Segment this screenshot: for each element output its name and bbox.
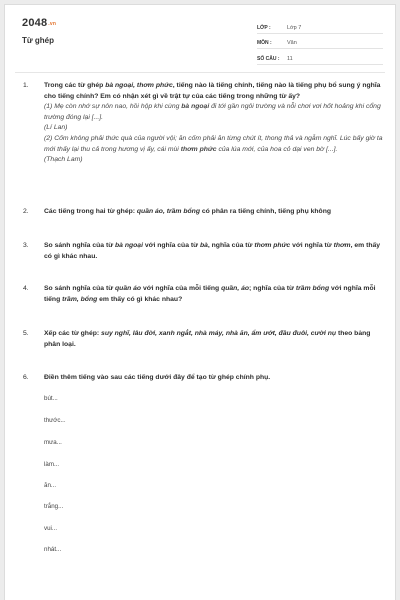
question-5 <box>23 329 383 350</box>
question-number: 4. <box>23 285 29 292</box>
quote-source: (Lí Lan) <box>44 124 68 132</box>
question-prompt: Các tiếng trong hai từ ghép: quần áo, trầm bổng có phân ra tiếng chính, tiếng phụ không <box>44 208 331 215</box>
question-prompt: So sánh nghĩa của từ bà ngoại với nghĩa của từ bà, nghĩa của từ thơm phức với nghĩa từ thơm, em thấy có gì khác nhau. <box>44 242 381 260</box>
question-prompt: So sánh nghĩa của từ quần áo với nghĩa của mỗi tiếng quần, áo; nghĩa của từ trầm bổng với nghĩa mỗi tiếng trầm, bổng em thấy có gì khác nhau? <box>44 285 376 303</box>
fill-blank-item[interactable]: nhát... <box>44 546 62 553</box>
fill-blank-item[interactable]: mưa... <box>44 439 62 446</box>
question-1 <box>23 81 383 166</box>
meta-value: Lớp 7 <box>287 24 302 31</box>
question-number: 1. <box>23 82 29 89</box>
question-number: 5. <box>23 330 29 337</box>
fill-blank-item[interactable]: bút... <box>44 395 58 402</box>
worksheet-header <box>5 5 395 69</box>
meta-row-count <box>257 49 383 65</box>
page-title: Từ ghép <box>22 36 55 45</box>
meta-info <box>257 18 383 65</box>
question-prompt: Điền thêm tiếng vào sau các tiếng dưới đây để tạo từ ghép chính phụ. <box>44 374 271 381</box>
fill-blank-item[interactable]: thước... <box>44 417 66 424</box>
worksheet-page <box>4 4 396 600</box>
question-number: 2. <box>23 208 29 215</box>
question-prompt: Trong các từ ghép bà ngoại, thơm phức, tiếng nào là tiếng chính, tiếng nào là tiếng phụ bổ sung ý nghĩa cho tiếng chính? Em có nhận xét gì về trật tự của các tiếng trong những từ ấy? <box>44 82 381 100</box>
meta-label: LỚP : <box>257 24 271 31</box>
fill-blank-item[interactable]: vui... <box>44 525 58 532</box>
meta-row-subject <box>257 34 383 50</box>
brand-logo[interactable]: 2048.vn <box>22 17 57 29</box>
question-6 <box>23 373 383 384</box>
meta-row-class <box>257 18 383 34</box>
meta-label: MÔN : <box>257 40 272 46</box>
fill-blank-item[interactable]: trắng... <box>44 503 64 510</box>
quote-source: (Thạch Lam) <box>44 156 83 164</box>
question-2 <box>23 207 383 218</box>
header-divider <box>15 72 385 73</box>
question-prompt: Xếp các từ ghép: suy nghĩ, lâu đời, xanh ngắt, nhà máy, nhà ăn, ẩm ướt, đầu đuôi, cười nụ theo bảng phân loại. <box>44 330 371 348</box>
fill-blank-item[interactable]: ăn... <box>44 482 57 489</box>
question-number: 3. <box>23 242 29 249</box>
quote-excerpt: (1) Mẹ còn nhớ sự nôn nao, hồi hộp khi cùng bà ngoại đi tới gần ngôi trường và nỗi chơi vơi hốt hoảng khi cổng trường đóng lại [...]. <box>44 103 381 121</box>
meta-label: SỐ CÂU : <box>257 55 280 62</box>
meta-value: Văn <box>287 40 297 46</box>
fill-blank-item[interactable]: làm... <box>44 461 60 468</box>
quote-excerpt: (2) Cốm không phải thức quà của người vội; ăn cốm phải ăn từng chút ít, thong thả và ngẫm nghĩ. Lúc bấy giờ ta mới thấy lại thu cả trong hương vị ấy, cái mùi thơm phức của lúa mới, của hoa cỏ dại ven bờ [...]. <box>44 134 383 153</box>
question-3 <box>23 241 383 262</box>
meta-value: 11 <box>287 55 293 62</box>
question-number: 6. <box>23 374 29 381</box>
question-4 <box>23 284 383 305</box>
